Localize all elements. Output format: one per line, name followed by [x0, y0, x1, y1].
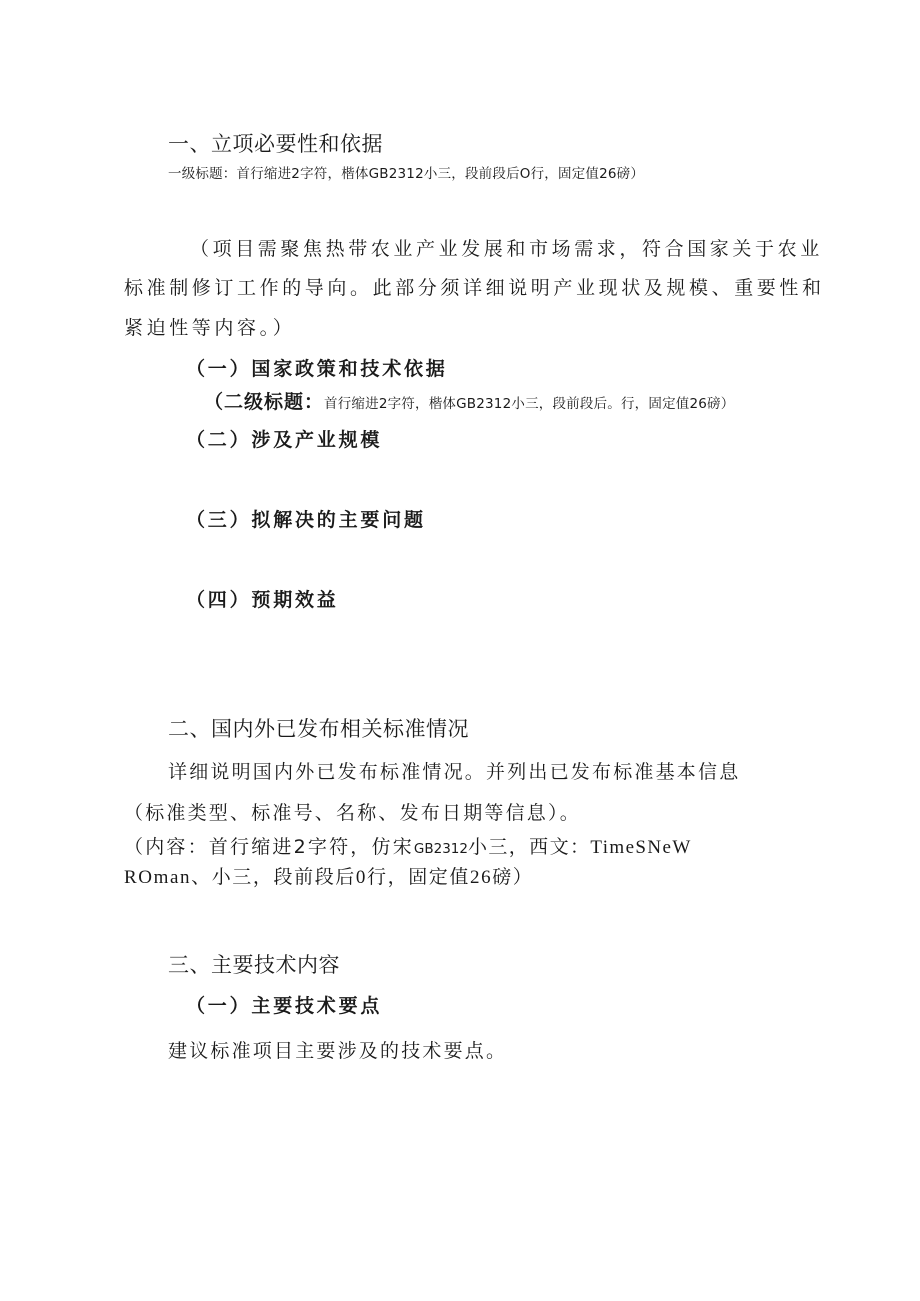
subsection-format-note-label: （二级标题： — [204, 391, 325, 413]
section-1-paragraph-line-2: 标准制修订工作的导向。此部分须详细说明产业现状及规模、重要性和 — [124, 277, 825, 299]
section-2-format-note-part-c: 小三，西文：TimeSNeW — [467, 837, 692, 858]
section-2-paragraph-line-2: （标准类型、标准号、名称、发布日期等信息）。 — [124, 802, 581, 824]
section-1-paragraph-line-1: （项目需聚焦热带农业产业发展和市场需求，符合国家关于农业 — [190, 238, 823, 260]
subsection-1-2-title: （二）涉及产业规模 — [186, 429, 383, 451]
section-1-paragraph-line-3: 紧迫性等内容。） — [124, 317, 296, 339]
section-2-paragraph-line-1: 详细说明国内外已发布标准情况。并列出已发布标准基本信息 — [168, 761, 741, 783]
section-3-title: 三、主要技术内容 — [168, 953, 340, 977]
subsection-format-note-text: 首行缩进2字符，楷体GB2312小三，段前段后。行，固定值26磅） — [324, 396, 735, 412]
section-2-format-note-line-1 — [124, 832, 692, 859]
section-1-format-note: 一级标题：首行缩进2字符，楷体GB2312小三，段前段后O行，固定值26磅） — [168, 166, 645, 182]
section-1-title: 一、立项必要性和依据 — [168, 132, 383, 156]
section-2-title: 二、国内外已发布相关标准情况 — [168, 717, 469, 741]
subsection-3-1-title: （一）主要技术要点 — [186, 995, 383, 1017]
section-2-format-note-part-b: GB2312 — [413, 841, 468, 857]
subsection-1-1-title: （一）国家政策和技术依据 — [186, 358, 448, 380]
section-2-format-note-part-a: （内容：首行缩进2字符，仿宋 — [124, 836, 414, 858]
subsection-1-4-title: （四）预期效益 — [186, 589, 339, 611]
section-2-format-note-line-2: ROman、小三，段前段后0行，固定值26磅） — [124, 867, 534, 888]
section-3-paragraph-line-1: 建议标准项目主要涉及的技术要点。 — [168, 1040, 508, 1062]
subsection-format-note — [204, 387, 734, 414]
subsection-1-3-title: （三）拟解决的主要问题 — [186, 509, 426, 531]
